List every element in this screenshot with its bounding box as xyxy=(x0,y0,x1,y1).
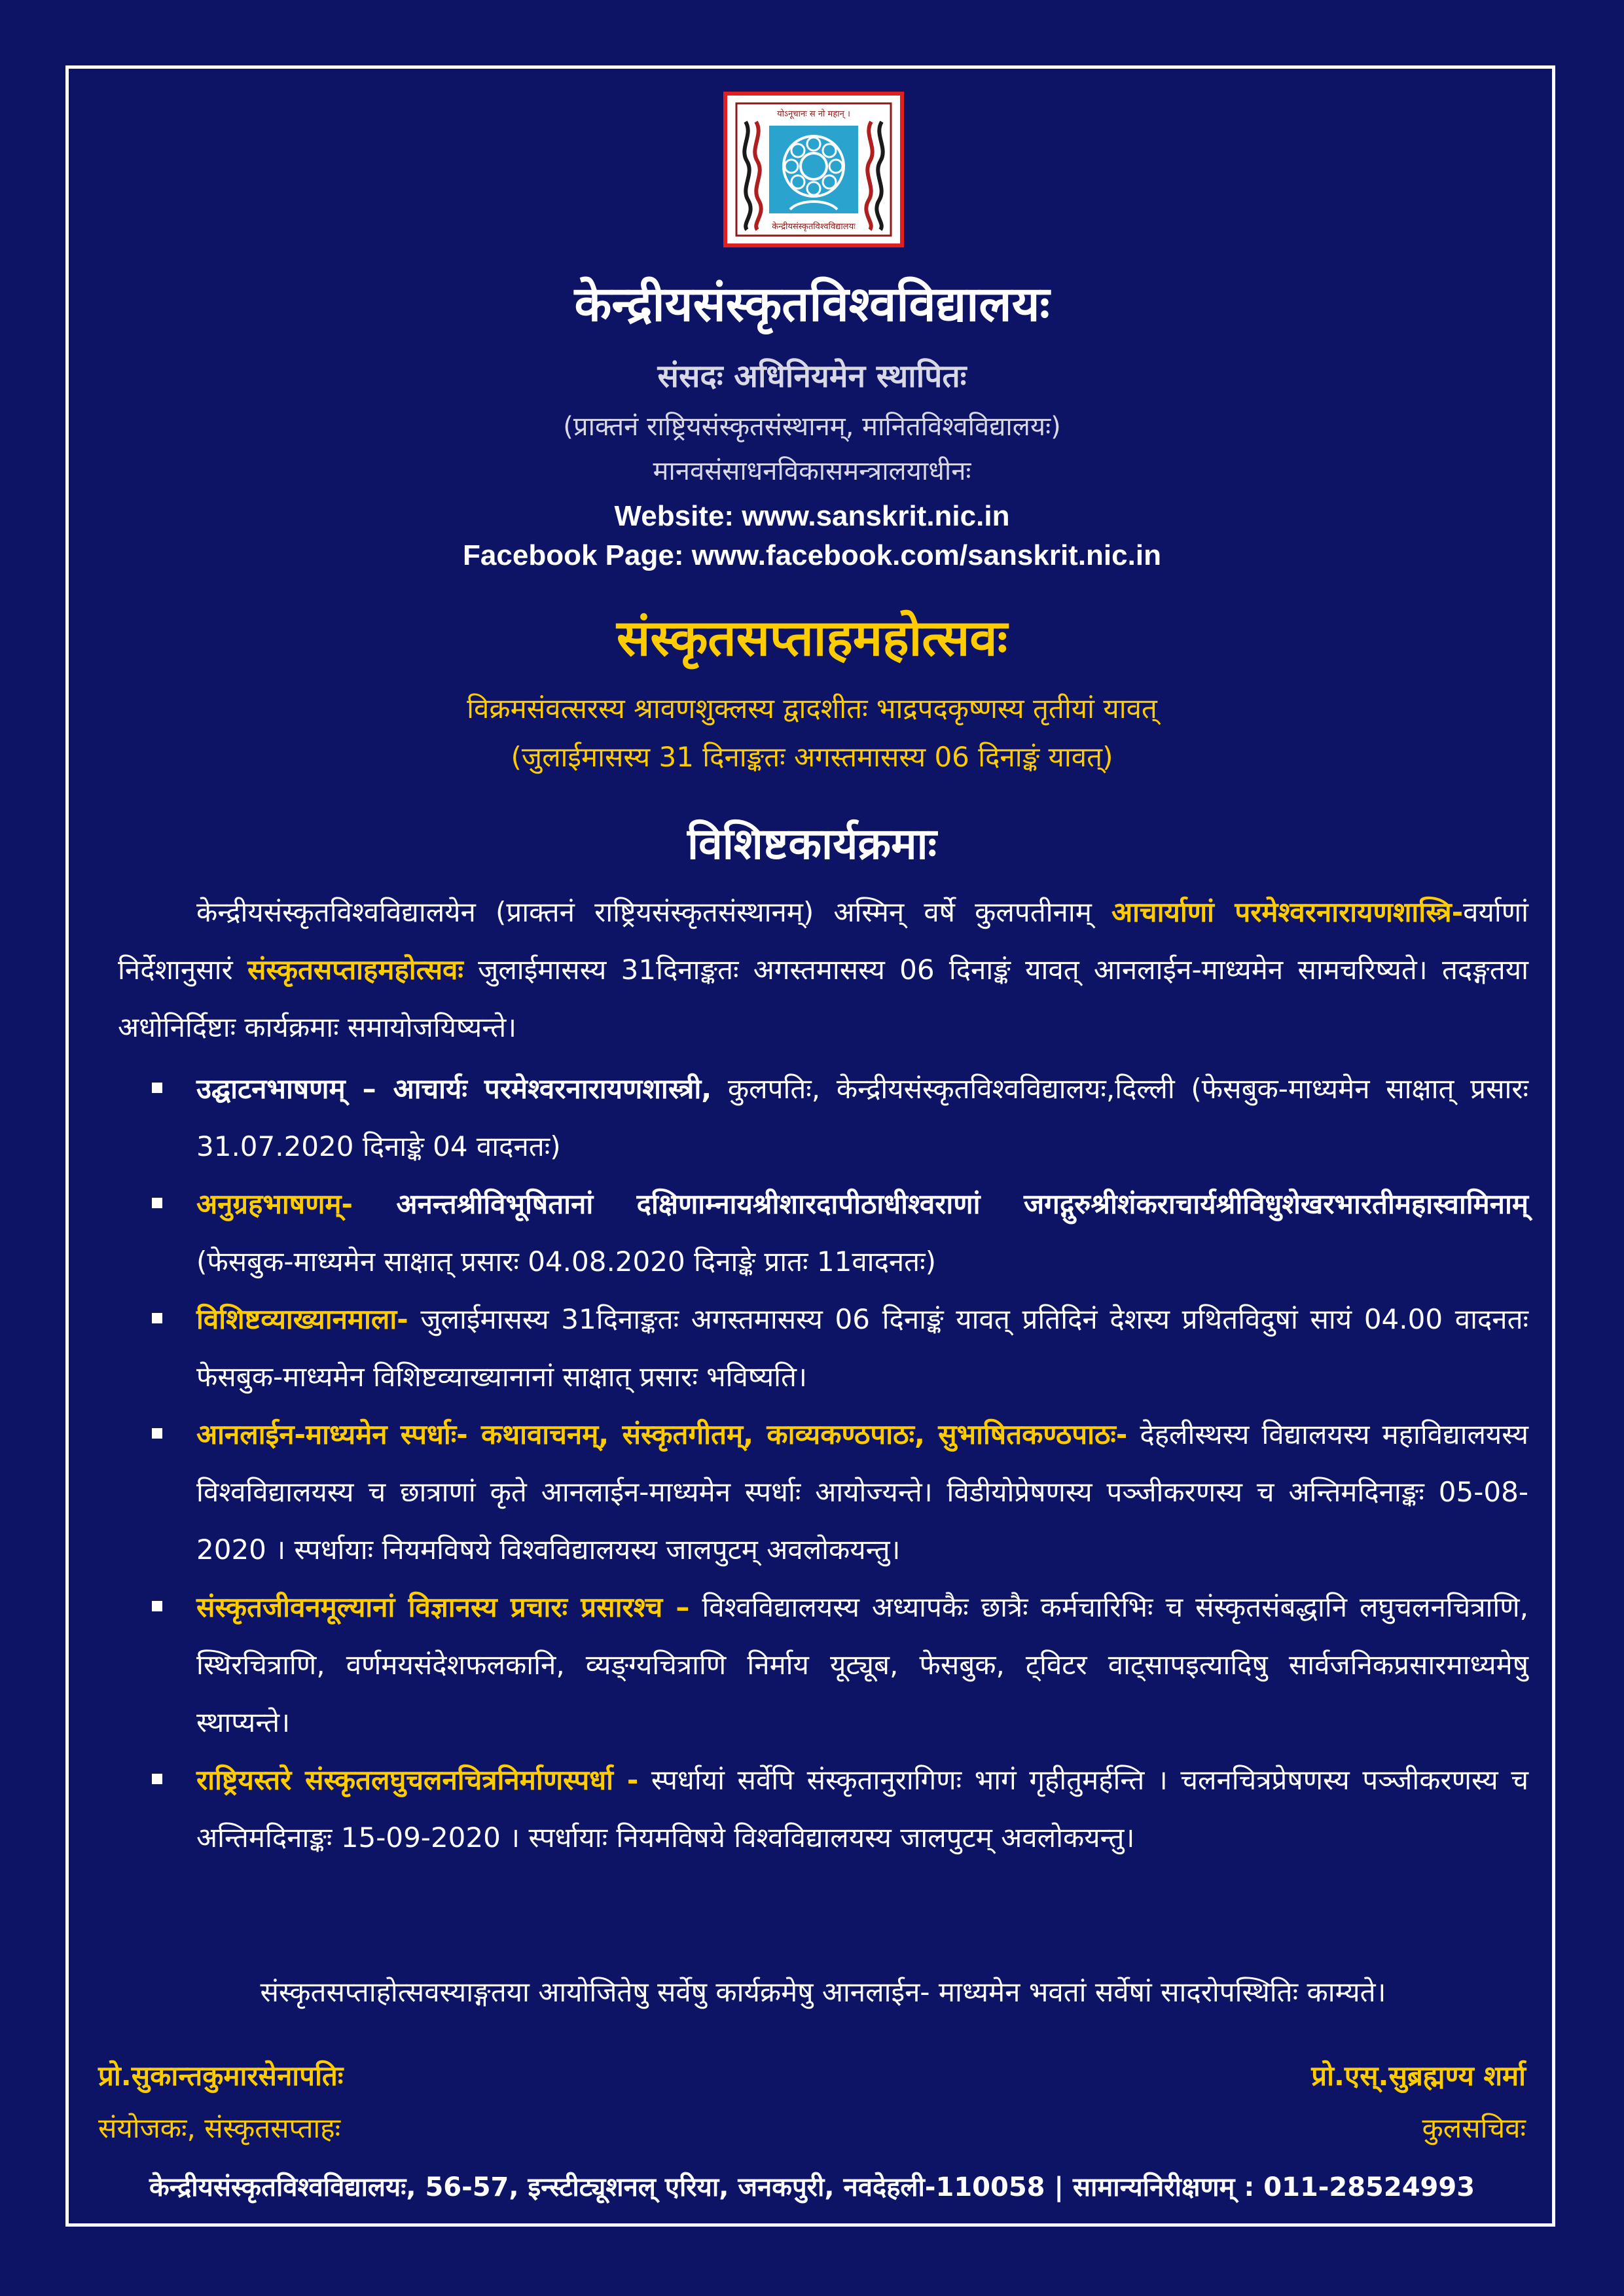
university-title: केन्द्रीयसंस्कृतविश्वविद्यालयः xyxy=(574,276,1050,332)
logo-label: केन्द्रीयसंस्कृतविश्वविद्यालयः xyxy=(772,222,856,232)
signature-coordinator xyxy=(98,2050,343,2155)
intro-text-2: वर्याणां निर्देशानुसारं xyxy=(118,896,1528,986)
list-item xyxy=(144,1291,1528,1406)
special-programs-heading: विशिष्टकार्यक्रमाः xyxy=(687,819,937,869)
item-heading: आनलाईन-माध्यमेन स्पर्धाः- कथावाचनम्, संस्कृतगीतम्, काव्यकण्ठपाठः, सुभाषितकण्ठपाठः- xyxy=(196,1418,1128,1450)
bullet-icon xyxy=(152,1313,162,1323)
intro-text-1: केन्द्रीयसंस्कृतविश्वविद्यालयेन (प्राक्तनं राष्ट्रियसंस्कृतसंस्थानम्) अस्मिन् वर्षे कुलपतीनाम् xyxy=(196,896,1111,928)
item-strong: अनन्तश्रीविभूषितानां दक्षिणाम्नायश्रीशारदापीठाधीश्वराणां जगद्गुरुश्रीशंकराचार्यश्रीविधुशेखरभारतीमहास्वामिनाम् xyxy=(352,1188,1528,1220)
item-heading: अनुग्रहभाषणम्- xyxy=(196,1188,353,1220)
item-text: विश्वविद्यालयस्य अध्यापकैः छात्रैः कर्मचारिभिः च संस्कृतसंबद्धानि लघुचलनचित्राणि, स्थिरचित्राणि, वर्णमयसंदेशफलकानि, व्यङ्ग्यचित्राणि निर्माय यूट्यूब, फेसबुक, ट्विटर वाट्सापइत्यादिषु सार्वजनिकप्रसारमाध्यमेषु स्थाप्यन्ते। xyxy=(196,1591,1528,1738)
intro-paragraph xyxy=(118,884,1528,1056)
item-text: स्पर्धायां सर्वेपि संस्कृतानुरागिणः भागं गृहीतुमर्हन्ति । चलनचित्रप्रेषणस्य पञ्जीकरणस्य च अन्तिमदिनाङ्कः 15-09-2020 । स्पर्धायाः नियमविषये विश्वविद्यालयस्य जालपुटम् अवलोकयन्तु। xyxy=(196,1764,1528,1854)
facebook-link[interactable]: Facebook Page: www.facebook.com/sanskrit.nic.in xyxy=(463,539,1161,571)
item-heading: उद्घाटनभाषणम् – आचार्यः परमेश्वरनारायणशास्त्री, xyxy=(196,1073,712,1105)
festival-title: संस्कृतसप्ताहमहोत्सवः xyxy=(617,609,1007,667)
bullet-icon xyxy=(152,1428,162,1439)
ministry-line: मानवसंसाधनविकासमन्त्रालयाधीनः xyxy=(653,456,971,486)
list-item xyxy=(144,1751,1528,1867)
item-heading: राष्ट्रियस्तरे संस्कृतलघुचलनचित्रनिर्माणस्पर्धा - xyxy=(196,1764,639,1796)
festival-period: विक्रमसंवत्सरस्य श्रावणशुक्लस्य द्वादशीतः भाद्रपदकृष्णस्य तृतीयां यावत् xyxy=(467,692,1157,725)
signature-registrar xyxy=(1311,2050,1526,2155)
item-text: जुलाईमासस्य 31दिनाङ्कतः अगस्तमासस्य 06 दिनाङ्कं यावत् प्रतिदिनं देशस्य प्रथितविदुषां सायं 04.00 वादनतः फेसबुक-माध्यमेन विशिष्टव्याख्यानानां साक्षात् प्रसारः भविष्यति। xyxy=(196,1303,1528,1393)
item-text: कुलपतिः, केन्द्रीयसंस्कृतविश्वविद्यालयः,दिल्ली (फेसबुक-माध्यमेन साक्षात् प्रसारः 31.07.2020 दिनाङ्के 04 वादनतः) xyxy=(196,1073,1528,1162)
former-name-line: (प्राक्तनं राष्ट्रियसंस्कृतसंस्थानम्, मानितविश्वविद्यालयः) xyxy=(563,412,1061,442)
list-item xyxy=(144,1060,1528,1175)
bullet-icon xyxy=(152,1198,162,1208)
intro-text-3: जुलाईमासस्य 31दिनाङ्कतः अगस्तमासस्य 06 दिनाङ्कं यावत् आनलाईन-माध्यमेन सामचरिष्यते। तदङ्गतया अधोनिर्दिष्टाः कार्यक्रमाः समायोजयिष्यन्ते। xyxy=(118,954,1528,1043)
intro-highlight-festival: संस्कृतसप्ताहमहोत्सवः xyxy=(247,954,463,986)
signatory-name: प्रो.एस्.सुब्रह्मण्य शर्मा xyxy=(1311,2060,1526,2092)
website-link[interactable]: Website: www.sanskrit.nic.in xyxy=(614,500,1010,532)
signatory-role: कुलसचिवः xyxy=(1422,2112,1526,2144)
program-list xyxy=(144,1060,1528,1867)
festival-dates: (जुलाईमासस्य 31 दिनाङ्कतः अगस्तमासस्य 06 दिनाङ्कं यावत्) xyxy=(511,741,1113,773)
footer-address: केन्द्रीयसंस्कृतविश्वविद्यालयः, 56-57, इन्स्टीट्यूशनल् एरिया, जनकपुरी, नवदेहली-110058 | सामान्यनिरीक्षणम् : 011-28524993 xyxy=(149,2172,1475,2202)
logo-motto: योऽनूचानः स नो महान् । xyxy=(777,109,850,119)
item-heading: विशिष्टव्याख्यानमाला- xyxy=(196,1303,408,1335)
closing-line: संस्कृतसप्ताहोत्सवस्याङ्गतया आयोजितेषु सर्वेषु कार्यक्रमेषु आनलाईन- माध्यमेन भवतां सर्वेषां सादरोपस्थितिः काम्यते। xyxy=(260,1976,1386,2008)
list-item xyxy=(144,1579,1528,1751)
item-heading: संस्कृतजीवनमूल्यानां विज्ञानस्य प्रचारः प्रसारश्च – xyxy=(196,1591,690,1623)
item-text: देहलीस्थस्य विद्यालयस्य महाविद्यालयस्य विश्वविद्यालयस्य च छात्राणां कृते आनलाईन-माध्यमेन स्पर्धाः आयोज्यन्ते। विडीयोप्रेषणस्य पञ्जीकरणस्य च अन्तिमदिनाङ्कः 05-08-2020 । स्पर्धायाः नियमविषये विश्वविद्यालयस्य जालपुटम् अवलोकयन्तु। xyxy=(196,1418,1528,1566)
bullet-icon xyxy=(152,1601,162,1611)
list-item xyxy=(144,1406,1528,1579)
list-item xyxy=(144,1175,1528,1291)
established-line: संसदः अधिनियमेन स्थापितः xyxy=(657,358,967,395)
signatory-role: संयोजकः, संस्कृतसप्ताहः xyxy=(98,2112,341,2144)
intro-highlight-vc: आचार्याणां परमेश्वरनारायणशास्त्रि- xyxy=(1111,896,1464,928)
bullet-icon xyxy=(152,1774,162,1784)
university-emblem-icon xyxy=(723,92,904,247)
signatory-name: प्रो.सुकान्तकुमारसेनापतिः xyxy=(98,2060,344,2092)
item-text: (फेसबुक-माध्यमेन साक्षात् प्रसारः 04.08.2020 दिनाङ्के प्रातः 11वादनतः) xyxy=(196,1246,936,1278)
bullet-icon xyxy=(152,1083,162,1093)
